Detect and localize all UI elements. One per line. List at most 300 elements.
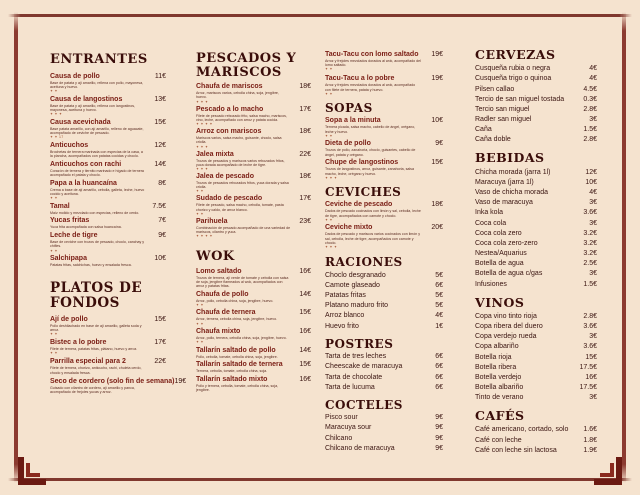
menu-item-row [50,377,187,386]
menu-item-name: Pisco sour [325,414,358,422]
menu-item-description: Combinación de pescado acompañado de una variedad de mariscos, cilantro y yuca. [196,225,291,234]
menu-item-name: Coca cola [475,219,507,227]
menu-item-row [475,250,597,258]
menu-item-name: Pescado a lo macho [196,105,264,113]
menu-item-name: Tallarín saltado mixto [196,375,268,383]
menu-item [50,119,166,139]
menu-item-price: 11€ [154,72,166,80]
menu-item-name: Chaufa mixto [196,327,241,335]
menu-item-price: 9€ [435,424,443,432]
menu-item-price: 2.8€ [583,105,597,113]
menu-item-description: Filete de pescado, salsa macho, cebolla, tomate, pasta chorizo y caldo, de arroz blanco. [196,203,284,212]
menu-item-row [196,268,311,276]
column-bebidas [475,26,597,455]
menu-item-name: Copa vino tinto rioja [475,312,537,320]
menu-item-price: 23€ [299,217,311,225]
menu-item-row [196,173,311,181]
menu-item-description: Brochetas de ternera marinada con especias de la casa, a la plancha, acompañados con patatas cocidas y choclo. [50,149,143,158]
menu-item-row [475,343,597,351]
menu-item-row [196,83,311,91]
menu-item-name: Camote glaseado [325,281,380,289]
menu-item [325,51,443,71]
menu-item [325,224,443,249]
menu-item-price: 16€ [299,267,311,275]
menu-item-price: 9€ [435,434,443,442]
allergen-icons: ✦ ✦ [325,67,333,72]
menu-item-row [475,260,597,268]
menu-item-price: 7.5€ [152,202,166,210]
menu-item-name: Botella ribera [475,363,517,371]
platos-fondos-list [50,315,187,394]
menu-item [50,96,166,116]
menu-item-description: Guisado con cilantro de cordero, ají amarillo y panca, acompañado de frejoles yucas y arroz. [50,385,135,394]
menu-item-name: Parihuela [196,217,228,225]
menu-item-row [50,73,166,81]
menu-item-row [50,96,166,104]
allergen-icons: ✦ ✦ ✦ [50,112,63,117]
menu-item-row [196,309,311,317]
menu-item [475,270,597,278]
menu-item-price: 19€ [431,51,443,58]
menu-item-name: Café con leche [475,436,522,444]
menu-item-name: Patatas fritas [325,291,366,299]
menu-item [50,255,166,267]
menu-item-name: Tamal [50,202,70,210]
menu-item [50,339,166,355]
menu-item-description: Trozos de pollo, zanahoria, choclo, guisantes, cabello de ángel, patata y orégano. [325,148,416,157]
menu-item-description: Trozos de langostinos, arroz, guisante, zanahoria, salsa macho, leche, orégano y huevo. [325,167,414,176]
menu-item-name: Botella verdejo [475,373,522,381]
menu-item-row [475,240,597,248]
menu-item [475,260,597,268]
menu-item-name: Infusiones [475,280,507,288]
menu-item-name: Chaufa de ternera [196,309,256,317]
menu-item-name: Tarta de lucuma [325,383,375,391]
menu-item-row [475,313,597,321]
menu-item-row [475,384,597,392]
menu-item-name: Botella de agua c/gas [475,270,543,278]
menu-item-price: 18€ [299,172,311,180]
allergen-icons: ✦ ✦ [196,321,204,326]
menu-item-row [475,230,597,238]
ceviches-list [325,201,443,249]
allergen-icons: ✦ ✦ [325,91,333,96]
allergen-icons: ✦ ✦ [325,133,333,138]
menu-item [196,218,311,238]
menu-item [325,282,443,290]
menu-item-row [325,353,443,361]
menu-item-name: Tarta de tres leches [325,353,387,361]
menu-item-price: 5€ [435,302,443,310]
menu-item-row [475,169,597,177]
menu-item-row [475,374,597,382]
menu-item-name: Copa ribera del duero [475,322,543,330]
menu-item [50,232,166,252]
section-title-raciones: RACIONES [325,255,403,270]
allergen-icons: ✦ ✦ ✦ [196,166,209,171]
menu-item-description: Arroz y frejoles mezclados dorados al wok, acompañado del lomo saltado. [325,59,421,68]
menu-item-name: Papa a la huancaína [50,179,117,187]
menu-item-row [196,347,311,355]
menu-item-row [196,218,311,226]
menu-item-price: 3€ [589,270,597,278]
menu-item-name: Lomo saltado [196,267,242,275]
menu-item-row [325,140,443,148]
menu-item-name: Tinto de verano [475,394,524,402]
menu-item-name: Maracuya sour [325,424,372,432]
menu-item-price: 3€ [589,394,597,402]
allergen-icons: ✦ ✦ ✦ [325,245,338,250]
menu-item [325,159,443,179]
menu-item-description: Dados de pescado cocinados con limón y sal, cebolla, leche de tigre, acompañados con camote y choclo. [325,209,421,218]
menu-item [475,75,597,83]
menu-item-row [475,199,597,207]
menu-item-name: Pilsen callao [475,85,515,93]
allergen-icons: ✦ ✦ [50,89,58,94]
section-title-cocteles: COCTELES [325,397,403,412]
menu-item-row [325,323,443,331]
menu-item-name: Huevo frito [325,322,359,330]
menu-item [475,220,597,228]
menu-item-price: 16€ [299,327,311,335]
allergen-icons: ✦ ✦ 17 [50,135,64,140]
menu-item-name: Tacu-Tacu a lo pobre [325,75,395,83]
menu-item-name: Leche de tigre [50,232,98,240]
menu-item-row [325,117,443,125]
allergen-icons: ✦ ✦ ✦ [196,144,209,149]
menu-item-row [50,161,166,169]
menu-item-price: 6€ [435,353,443,361]
menu-item-price: 22€ [299,150,311,158]
menu-item-price: 7€ [158,217,166,225]
menu-item-description: Pollo deshilachado en base de ají amarillo, galleta soda y arroz. [50,323,142,332]
menu-item [50,316,166,336]
menu-item [325,140,443,156]
menu-item [475,354,597,362]
section-title-bebidas: BEBIDAS [475,150,545,166]
menu-item-price: 17.5€ [579,363,597,371]
bebidas-list [475,169,597,289]
border-right [622,12,626,483]
menu-item-description: Crema a base de ají amarillo, cebolla, galleta, leche, huevo cocido y aceituna. [50,187,145,196]
vinos-list [475,313,597,403]
menu-item-description: Base de patata y ají amarillo, rellena con langostinos, mayonesa, aceituna y huevo. [50,103,136,112]
menu-item-price: 1.5€ [583,126,597,134]
menu-item-name: Causa de pollo [50,72,100,80]
menu-item [475,323,597,331]
menu-item-row [196,106,311,114]
menu-item-row [196,376,311,384]
menu-item-price: 3€ [589,116,597,124]
menu-item [325,424,443,432]
menu-item [50,180,166,200]
menu-item-name: Café con leche sin lactosa [475,446,557,454]
allergen-icons: ✦ ✦ [50,248,58,253]
menu-item-price: 15€ [585,353,597,361]
menu-item [475,106,597,114]
menu-item-name: Chupe de langostinos [325,159,399,167]
menu-item-row [325,75,443,83]
menu-item [475,394,597,402]
menu-item [475,86,597,94]
menu-item-name: Bistec a lo pobre [50,339,107,347]
menu-item-name: Chilcano de maracuya [325,444,395,452]
menu-item-price: 3€ [589,199,597,207]
menu-item-name: Choclo desgranado [325,271,386,279]
menu-item-name: Tarta de chocolate [325,373,383,381]
menu-item-name: Botella de agua [475,260,524,268]
menu-item [325,435,443,443]
menu-item-row [475,136,597,144]
menu-item-row [325,384,443,392]
menu-item-row [475,323,597,331]
menu-item-price: 8€ [158,179,166,187]
menu-item-price: 15€ [154,118,166,126]
menu-item-name: Parrilla especial para 2 [50,358,126,366]
menu-item [475,437,597,445]
menu-item-price: 16€ [585,373,597,381]
menu-item-price: 19€ [431,75,443,83]
postres-list [325,353,443,392]
menu-item-row [325,424,443,432]
cocteles-list [325,414,443,453]
menu-item-price: 10€ [431,117,443,125]
menu-item-price: 3.6€ [583,209,597,217]
menu-item [325,75,443,95]
menu-item-description: Base de patata y ají amarillo, rellena con pollo, mayonesa, aceituna y huevo. [50,80,144,89]
allergen-icons: ✦ ✦ [196,211,204,216]
allergen-icons: ✦ ✦ ✦ ✦ [196,122,213,127]
sopas-list [325,117,443,179]
menu-item-price: 6€ [435,363,443,371]
menu-item-description: Yuca frita acompañada con salsa huancaína. [50,225,122,230]
menu-item-price: 9€ [435,140,443,148]
menu-item-name: Caña [475,126,492,134]
menu-item-row [475,364,597,372]
menu-item-row [325,374,443,382]
menu-item-name: Botella rioja [475,353,512,361]
tacu-list [325,51,443,96]
menu-item-price: 18€ [431,201,443,209]
allergen-icons: ✦ ✦ ✦ [325,175,338,180]
section-title-sopas: SOPAS [325,100,373,115]
allergen-icons: ✦ ✦ [50,351,58,356]
menu-item-name: Copa albariño [475,343,519,351]
menu-item-price: 15€ [431,159,443,167]
menu-item [325,292,443,300]
allergen-icons: ✦ ✦ [196,189,204,194]
menu-item-description: Ternera picada, salsa macho, cabello de ángel, orégano, leche y huevo. [325,125,416,134]
menu-item [475,364,597,372]
menu-item-row [475,270,597,278]
menu-item-price: 12€ [154,141,166,149]
menu-item-name: Arroz blanco [325,312,365,320]
pescados-list [196,83,311,238]
menu-item-description: Arroz, mariscos varios, cebolla china, soja, jengibre, huevo. [196,91,279,100]
menu-item-row [50,232,166,240]
menu-item-name: Tacu-Tacu con lomo saltado [325,51,419,58]
menu-item-row [50,180,166,188]
menu-item-price: 5€ [435,291,443,299]
section-title-postres: POSTRES [325,336,394,351]
menu-item [325,414,443,422]
menu-item-name: Caña doble [475,136,511,144]
menu-item-price: 18€ [299,128,311,136]
menu-item-row [50,119,166,127]
menu-item-price: 4€ [435,312,443,320]
menu-item-price: 2.8€ [583,136,597,144]
menu-item-description: Patatas fritas, salchichas, huevo y ensalada fresca. [50,263,132,268]
menu-item-name: Arroz con mariscos [196,128,262,136]
menu-item-description: Pollo y ternera, cebolla, tomate, cebolla china, soja, jengibre. [196,383,279,392]
allergen-icons: ✦ ✦ [325,217,333,222]
menu-item-price: 22€ [154,358,166,366]
menu-item-price: 3€ [589,333,597,341]
menu-item [196,195,311,215]
menu-item-price: 15€ [299,361,311,369]
menu-item-price: 9€ [435,414,443,422]
menu-item-name: Chilcano [325,434,353,442]
menu-item-price: 1.8€ [583,436,597,444]
menu-item-description: Filete de ternera, patatas fritas, plátano, huevo y arroz. [50,347,138,352]
menu-item-row [475,220,597,228]
menu-item-name: Dieta de pollo [325,140,371,148]
menu-item-row [325,51,443,59]
menu-item-row [475,86,597,94]
menu-item-row [325,312,443,320]
section-title-vinos: VINOS [475,294,525,310]
border-bottom [8,478,632,481]
menu-item-price: 14€ [154,160,166,168]
menu-item [196,106,311,126]
menu-item [325,272,443,280]
menu-item-description: Maíz molido y mezclado con especias, relleno de cerdo. [50,210,140,215]
menu-item-row [196,291,311,299]
menu-item-row [475,281,597,289]
allergen-icons: ✦ ✦ ✦ [196,99,209,104]
menu-item [50,377,187,394]
menu-item-price: 9€ [158,232,166,240]
menu-item-row [325,224,443,232]
menu-item-name: Anticuchos [50,141,89,149]
menu-item [50,161,166,177]
menu-item [325,302,443,310]
menu-item [475,169,597,177]
menu-item-description: Trozos de pescados rebozados fritos, yuca dorada y salsa criolla. [196,180,289,190]
menu-item-description: Ternera, cebolla, tomate, cebolla china, soja. [196,369,268,374]
menu-item [475,126,597,134]
menu-item [196,376,311,392]
menu-item-price: 17€ [154,339,166,347]
menu-item [196,347,311,359]
menu-item-price: 18€ [299,83,311,91]
menu-item-name: Tallarín saltado de ternera [196,361,283,369]
menu-item-name: Sudado de pescado [196,195,263,203]
menu-item-price: 17€ [299,105,311,113]
menu-item-name: Ceviche de pescado [325,201,393,209]
menu-item-row [50,142,166,150]
menu-item [475,384,597,392]
menu-item-price: 2.8€ [583,312,597,320]
menu-item-name: Coca cola zero-zero [475,239,538,247]
menu-item-name: Ceviche mixto [325,224,373,232]
menu-item-row [475,126,597,134]
menu-item-price: 6€ [435,281,443,289]
wok-list [196,268,311,392]
menu-item-price: 3€ [589,219,597,227]
allergen-icons: ✦ ✦ [50,196,58,201]
menu-item-name: Botella albariño [475,384,524,392]
menu-item-row [475,96,597,104]
column-entrantes [50,26,187,394]
menu-item-row [50,217,166,225]
menu-item-price: 20€ [431,224,443,232]
menu-item [475,374,597,382]
menu-item [196,268,311,289]
menu-item-name: Platano maduro frito [325,302,389,310]
menu-item-price: 14€ [299,290,311,298]
menu-item-name: Copa verdejo rueda [475,333,537,341]
section-title-cervezas: CERVEZAS [475,47,556,62]
menu-item-name: Cheescake de maracuya [325,363,403,371]
menu-item-row [50,203,166,211]
menu-item-row [475,447,597,455]
entrantes-list [50,73,166,268]
menu-item [196,173,311,193]
menu-item-name: Radler san miguel [475,116,532,124]
menu-item-price: 5€ [435,271,443,279]
menu-item-price: 3.2€ [583,229,597,237]
menu-item-price: 19€ [174,377,187,385]
menu-item [325,201,443,221]
menu-item-name: Ají de pollo [50,315,88,323]
menu-item-price: 13€ [154,95,166,103]
menu-item-price: 12€ [585,168,597,176]
corner-ornament-icon [16,447,56,487]
menu-item-name: Maracuya (jarra 1l) [475,178,534,186]
allergen-icons: ✦ ✦ [196,340,204,345]
menu-item-description: Arroz y frejoles mezclados dorados al wok, acompañado con filete de ternera, patata y huevo. [325,83,416,92]
menu-item [50,358,166,374]
menu-item [50,73,166,93]
menu-item [325,374,443,382]
menu-item-price: 4.5€ [583,85,597,93]
section-title-platos-fondos: PLATOS DE FONDOS [50,280,143,311]
menu-item-row [196,328,311,336]
menu-item [325,117,443,137]
menu-item-price: 1.6€ [583,426,597,434]
section-title-ceviches: CEVICHES [325,184,402,199]
menu-item [325,312,443,320]
section-title-cafes: CAFÉS [475,408,525,424]
menu-item-row [50,316,166,324]
menu-item-description: Trozos de pescados y mariscos varios rebozados fritos, yuca dorada acompañado de leche de tigre. [196,158,285,167]
menu-item [196,291,311,307]
menu-item-description: Pollo, cebolla, tomate, cebolla china, soja, jengibre. [196,354,278,359]
menu-item-row [325,435,443,443]
menu-item [196,309,311,325]
allergen-icons: ✦ ✦ ✦ ✦ [196,234,213,239]
menu-item [50,217,166,229]
menu-item-description: Base patata amarillo, con ají amarillo, relleno de aguacate, acompañado de ceviche de pescado. [50,126,144,135]
menu-item-price: 10€ [585,178,597,186]
menu-item [475,116,597,124]
allergen-icons: ✦ ✦ [50,332,58,337]
menu-item-row [325,302,443,310]
menu-item-description: Trozos de ternera, ají verde de tomate y cebolla con salsa de soja, jengibre flameados al wok, acompañados con arroz y patatas fritas. [196,275,289,289]
menu-item [475,199,597,207]
menu-item [475,189,597,197]
